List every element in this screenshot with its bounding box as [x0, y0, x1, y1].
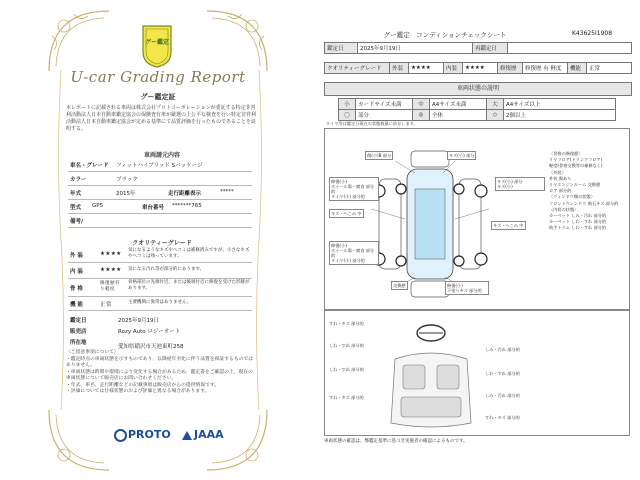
- label-front-right: キズ(小) 部分: [449, 153, 475, 158]
- interior-label-8: すれ・キズ 部分的: [485, 415, 520, 420]
- sheet-id: K43625I1908: [572, 30, 613, 37]
- exterior-diagram: [324, 128, 630, 310]
- certificate-subtitle: グー鑑定証: [140, 93, 176, 101]
- ornament-left-border-icon: [56, 70, 66, 410]
- label-left-wheel-front: 修復(小) ホイール傷・腐食 部分的 タイヤ(小) 部分的: [329, 177, 379, 201]
- interior-label-5: しみ・汚れ 部分的: [485, 347, 520, 352]
- goo-seal-icon: [140, 24, 174, 68]
- row-color: カラー ブラック: [68, 171, 252, 186]
- jaaa-mark-icon: [182, 431, 192, 440]
- car-top-view-icon: [365, 149, 495, 299]
- damage-list: 〈骨格の修復歴〉 リヤフロア(トランクフロア) 軽度(骨格交換等の補修なし) 〈外装〉 外装 傷あり リヤエンジンルーム 交換歴 ロア 部分的 〈ウィンドウ類の状態〉 フロントウィンドウ 飛石キズ 部分的 〈内装の状態〉 カーペット しみ・汚れ 部分的 カーペット しわ・すれ 部分的 助手トリム しわ・すれ 部分的: [549, 151, 619, 231]
- ornament-top-right-icon: [202, 6, 272, 76]
- interior-label-4: すれ・キズ 部分的: [329, 395, 364, 400]
- jaaa-logo: JAAA: [182, 428, 224, 441]
- ornament-bottom-left-icon: [44, 405, 114, 475]
- reinspect-label: 再鑑定日: [473, 43, 508, 54]
- grade-exterior: 外 装 ★★★★ 気になるようなキズやヘコミは補修済みですが、小さなキズやヘコミは残っています。: [68, 246, 252, 263]
- reinspect-value: [508, 43, 632, 54]
- label-rear-right: 修復(小) 下塗りキズ 部分的: [445, 281, 489, 295]
- quality-heading: クオリティーグレード: [132, 240, 192, 247]
- interior-label-2: しわ・すれ 部分的: [329, 343, 364, 348]
- row-year: 年式 2015年 走行距離表示 *****: [68, 185, 252, 200]
- sheet-title: グー鑑定 コンディションチェックシート: [383, 31, 507, 39]
- row-model: 型式 GP5 車台番号 *******765: [68, 199, 252, 214]
- row-remarks: 備考/: [68, 213, 252, 228]
- date-value: 2025年9月19日: [358, 43, 473, 54]
- quality-grade-table: クオリティーグレード 外装 ★★★★ 内装 ★★★★ 修復歴 修復歴 有 軽度 機能 正常: [324, 62, 632, 74]
- interior-label-7: しみ・汚れ 部分的: [485, 393, 520, 398]
- grade-interior: 内 装 ★★★★ 気になる汚れ等が部分的にあります。: [68, 262, 252, 279]
- remark: タイヤ等は鑑定日現在の状態数量に依存します。: [326, 121, 418, 126]
- proto-logo: PROTO: [114, 428, 171, 442]
- interior-diagram: [324, 310, 630, 436]
- grade-frame: 骨 格 修復歴有り軽度 骨格部位の先端付近、または後端付近に修復を受けた形跡があります。: [68, 278, 252, 297]
- seal-text: グー鑑定: [144, 39, 169, 46]
- grading-certificate: [0, 0, 316, 480]
- ornament-top-left-icon: [44, 6, 114, 76]
- label-front-left: 傷(小)B 部分: [367, 153, 392, 158]
- condition-check-sheet: [320, 28, 636, 468]
- qg-label: クオリティーグレード: [325, 63, 390, 74]
- grade-function: 機 能 正常 主要機関に異常はありません。: [68, 296, 252, 311]
- date-table: [324, 42, 632, 54]
- certificate-title: U-car Grading Report: [70, 68, 246, 86]
- sheet-footer: 車両状態の確認は、弊鑑定基準に基づき実施者の確認によるものです。: [324, 439, 468, 444]
- label-left-door: キズ・へこみ 中: [331, 211, 362, 216]
- interior-label-3: しわ・すれ 部分的: [329, 367, 364, 372]
- size-legend-table: 小 カードサイズ未満 中 A4サイズ未満 大 A4サイズ以上 〇 部分 ◎ 全体 ◇ 2個以上: [338, 98, 616, 121]
- proto-mark-icon: [114, 429, 127, 442]
- interior-label-1: すれ・キズ 部分的: [329, 321, 364, 326]
- row-address: 所在地 愛知県稲沢市天池東町258: [70, 340, 184, 350]
- row-shop: 販売店 Rozy Auto ロジーオート: [70, 329, 181, 335]
- label-right-wheel-front: キズ(小) 部分 キズ(小): [495, 177, 545, 191]
- interior-label-6: しわ・すれ 部分的: [485, 371, 520, 376]
- row-date: 鑑定日 2025年9月19日: [70, 318, 159, 324]
- vehicle-heading: 車両請元内容: [143, 152, 180, 159]
- state-heading: 車両状態の説明: [324, 82, 632, 96]
- row-vehicle-name: 車名・グレード フィットハイブリッド Sパッケージ: [68, 157, 252, 172]
- label-rear-left: 交換歴: [393, 283, 406, 288]
- label-right-door: キズ・へこみ 中: [493, 223, 524, 228]
- car-interior-icon: [381, 319, 481, 431]
- date-label: 鑑定日: [325, 43, 358, 54]
- label-left-wheel-rear: 修復(小) ホイール傷・腐食 部分的 タイヤ(小) 部分的: [329, 241, 379, 265]
- notes-block: 〈ご留意事項について〉 ・鑑定時点の車両状態を示すものであり、以降経年劣化に伴う品質を保証するものではありません。 ・車両状態は時間や環境により変化する場合があるため、鑑定書をご確認の上、現在の車両状態について販売店にお問い合わせください。 ・年式、車名、走行距離などの記載事項は販売店からの提供情報です。 ・評価については仕様状態のおよび評価と異なる場合があります。: [66, 350, 254, 394]
- certificate-intro: 本レポートに記載される車両は株式会社プロトコーポレーションが委託する特定非営利活動法人日本自動車鑑定協会の保険査有車が厳選の上公平な検査を行い特定非営利活動法人日本自動車鑑定協会が定める基準にて品質評価を行ったものであることを証明する。: [66, 105, 257, 132]
